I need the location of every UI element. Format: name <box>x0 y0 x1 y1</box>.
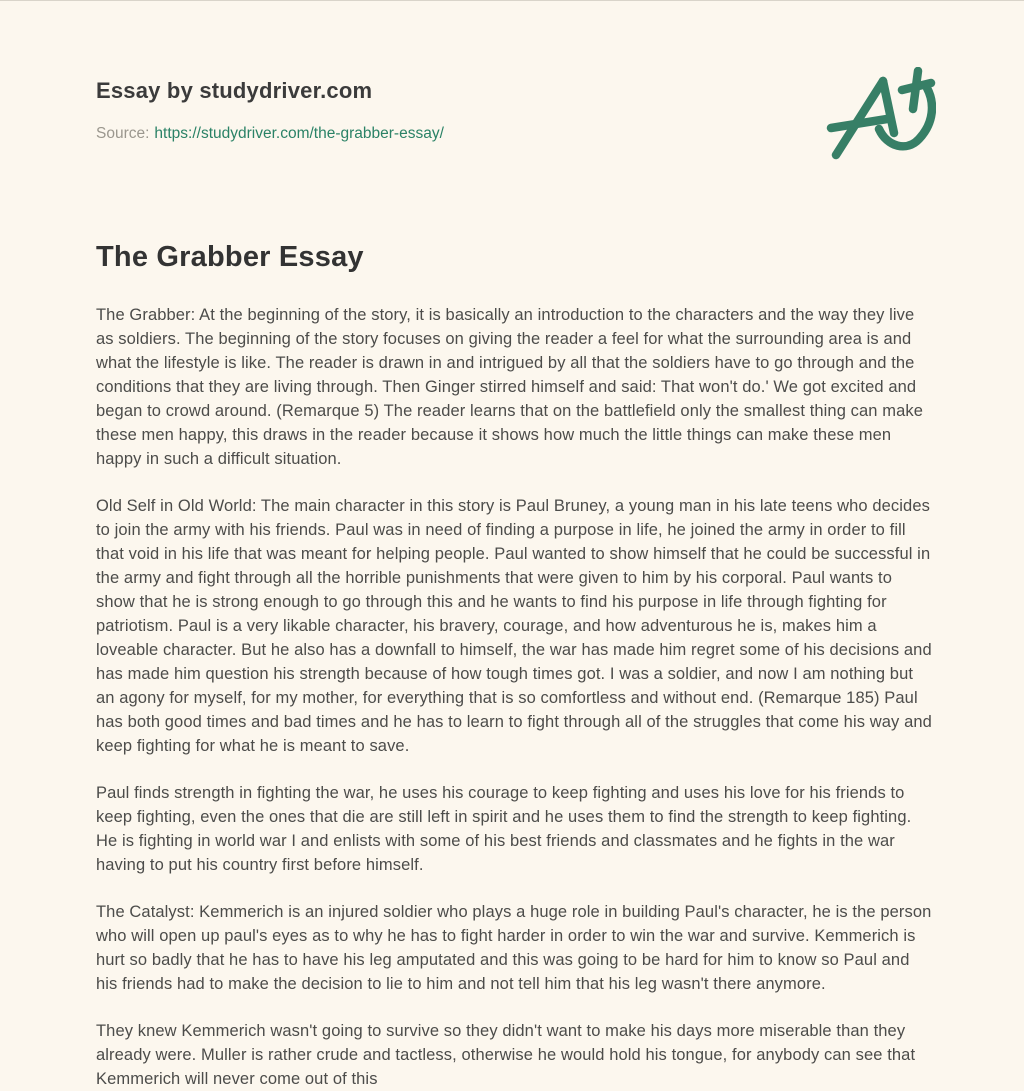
essay-body <box>96 303 934 1091</box>
page-title: The Grabber Essay <box>96 240 364 273</box>
essay-paragraph-4: The Catalyst: Kemmerich is an injured soldier who plays a huge role in building Paul's character, he is the person who will open up paul's eyes as to why he has to fight harder in order to win the war and survive. Kemmerich is hurt so badly that he has to have his leg amputated and this was going to be hard for him to know so Paul and his friends had to make the decision to lie to him and not tell him that his leg wasn't there anymore. <box>96 902 932 993</box>
essay-page <box>0 1 1024 1091</box>
byline: Essay by studydriver.com <box>96 78 373 103</box>
source-link[interactable]: https://studydriver.com/the-grabber-essay/ <box>154 125 444 143</box>
source-line <box>96 124 932 144</box>
source-label: Source: <box>96 125 150 143</box>
aplus-logo-icon <box>826 67 936 167</box>
essay-paragraph-3: Paul finds strength in fighting the war, he uses his courage to keep fighting and uses his love for his friends to keep fighting, even the ones that die are still left in spirit and he uses them to find the strength to keep fighting. He is fighting in world war I and enlists with some of his best friends and classmates and he fights in the war having to put his country first before himself. <box>96 783 912 874</box>
essay-paragraph-2: Old Self in Old World: The main character in this story is Paul Bruney, a young man in his late teens who decides to join the army with his friends. Paul was in need of finding a purpose in life, he joined the army in order to fill that void in his life that was meant for helping people. Paul wanted to show himself that he could be successful in the army and fight through all the horrible punishments that were given to him by his corporal. Paul wants to show that he is strong enough to go through this and he wants to find his purpose in life through fighting for patriotism. Paul is a very likable character, his bravery, courage, and how adventurous he is, makes him a loveable character. But he also has a downfall to himself, the war has made him regret some of his decisions and has made him question his strength because of how tough times got. I was a soldier, and now I am nothing but an agony for myself, for my mother, for everything that is so comfortless and without end. (Remarque 185) Paul has both good times and bad times and he has to learn to fight through all of the struggles that come his way and keep fighting for what he is meant to save. <box>96 496 932 755</box>
essay-paragraph-1: The Grabber: At the beginning of the story, it is basically an introduction to the characters and the way they live as soldiers. The beginning of the story focuses on giving the reader a feel for what the surrounding area is and what the lifestyle is like. The reader is drawn in and intrigued by all that the soldiers have to go through and the conditions that they are living through. Then Ginger stirred himself and said: That won't do.' We got excited and began to crowd around. (Remarque 5) The reader learns that on the battlefield only the smallest thing can make these men happy, this draws in the reader because it shows how much the little things can make these men happy in such a difficult situation. <box>96 305 923 468</box>
page-header <box>96 78 932 145</box>
essay-paragraph-5: They knew Kemmerich wasn't going to survive so they didn't want to make his days more miserable than they already were. Muller is rather crude and tactless, otherwise he would hold his tongue, for anybody can see that Kemmerich will never come out of this <box>96 1021 916 1088</box>
